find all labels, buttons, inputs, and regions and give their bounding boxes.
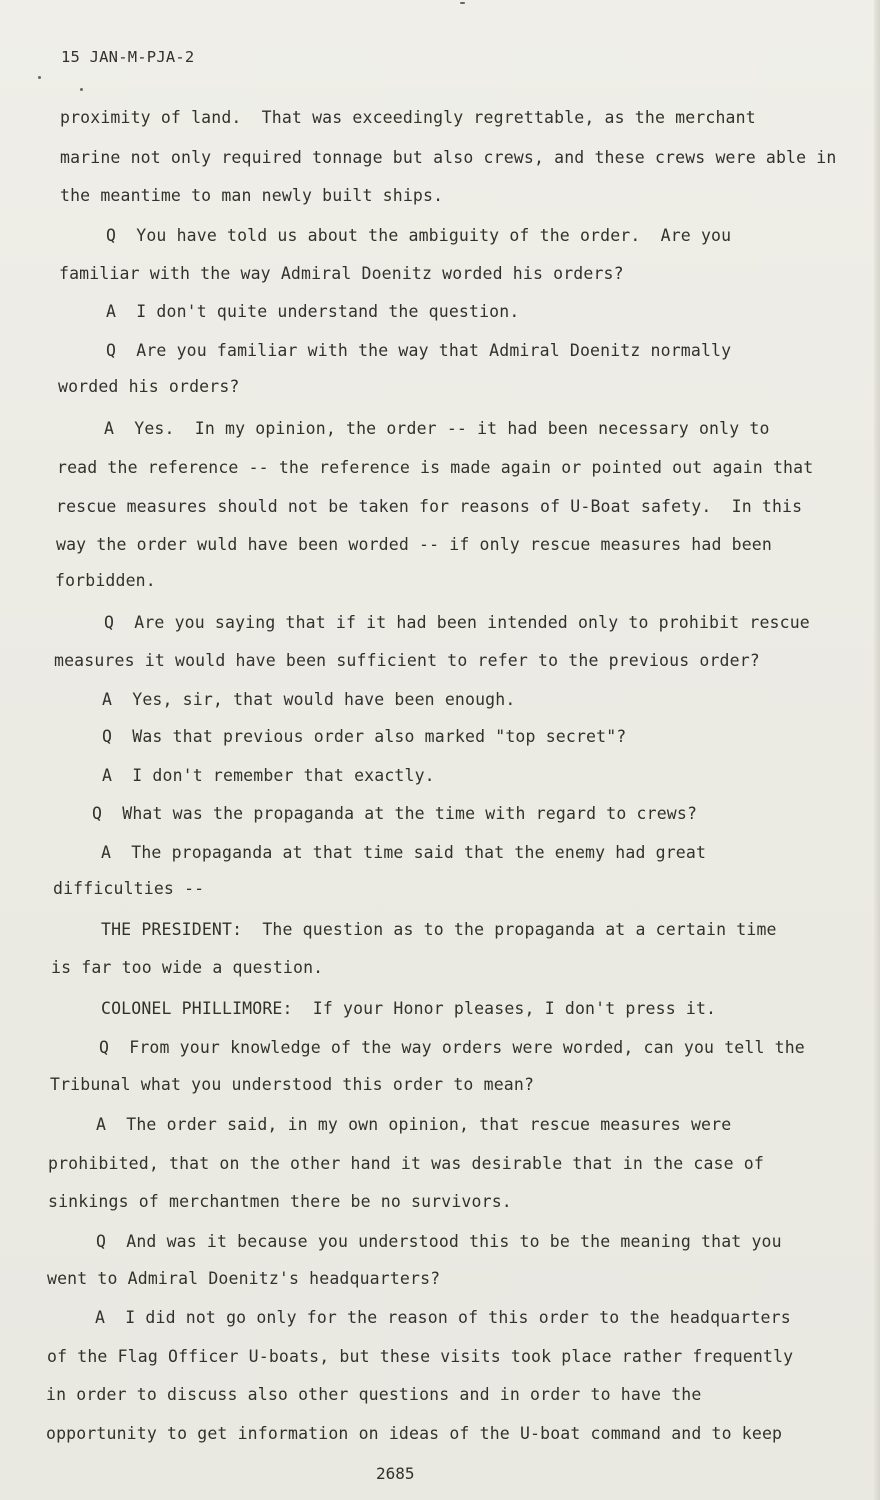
text-line: prohibited, that on the other hand it was desirable that in the case of xyxy=(48,1154,764,1173)
text-line: sinkings of merchantmen there be no survivors. xyxy=(48,1192,512,1211)
text-line: difficulties -- xyxy=(53,879,205,898)
ink-speck xyxy=(38,76,41,79)
text-line: Q Are you familiar with the way that Admiral Doenitz normally xyxy=(106,341,732,360)
text-line: measures it would have been sufficient to refer to the previous order? xyxy=(54,651,760,670)
text-line: A The propaganda at that time said that the enemy had great xyxy=(101,843,707,862)
text-line: Q Was that previous order also marked "top secret"? xyxy=(102,727,627,746)
text-line: is far too wide a question. xyxy=(51,958,324,977)
text-line: went to Admiral Doenitz's headquarters? xyxy=(47,1269,441,1288)
text-line: opportunity to get information on ideas of the U-boat command and to keep xyxy=(46,1424,783,1443)
text-line: A I don't quite understand the question. xyxy=(106,302,520,321)
text-line: marine not only required tonnage but also crews, and these crews were able in xyxy=(60,148,837,167)
page-number: 2685 xyxy=(376,1464,415,1483)
text-line: Q From your knowledge of the way orders were worded, can you tell the xyxy=(99,1038,805,1057)
text-line: A I don't remember that exactly. xyxy=(102,766,435,785)
document-reference: 15 JAN-M-PJA-2 xyxy=(61,48,195,66)
text-line: Q You have told us about the ambiguity of the order. Are you xyxy=(106,226,732,245)
ink-speck xyxy=(80,88,83,91)
text-line: proximity of land. That was exceedingly regrettable, as the merchant xyxy=(60,108,756,127)
text-line: way the order wuld have been worded -- if only rescue measures had been xyxy=(56,535,772,554)
text-line: A I did not go only for the reason of this order to the headquarters xyxy=(95,1308,791,1327)
text-line: of the Flag Officer U-boats, but these visits took place rather frequently xyxy=(47,1347,794,1366)
text-line: A Yes. In my opinion, the order -- it had been necessary only to xyxy=(104,419,770,438)
text-line: Tribunal what you understood this order to mean? xyxy=(50,1075,535,1094)
speaker-line: THE PRESIDENT: The question as to the propaganda at a certain time xyxy=(101,920,777,939)
text-line: familiar with the way Admiral Doenitz worded his orders? xyxy=(59,264,624,283)
text-line: A The order said, in my own opinion, that rescue measures were xyxy=(96,1115,732,1134)
text-line: A Yes, sir, that would have been enough. xyxy=(102,690,516,709)
text-line: read the reference -- the reference is made again or pointed out again that xyxy=(57,458,814,477)
page-edge xyxy=(874,0,880,1500)
text-line: in order to discuss also other questions and in order to have the xyxy=(46,1385,702,1404)
ink-speck xyxy=(460,2,465,4)
text-line: forbidden. xyxy=(55,571,156,590)
text-line: rescue measures should not be taken for reasons of U-Boat safety. In this xyxy=(56,497,803,516)
text-line: Q What was the propaganda at the time with regard to crews? xyxy=(92,804,698,823)
text-line: the meantime to man newly built ships. xyxy=(60,186,444,205)
text-line: Q Are you saying that if it had been intended only to prohibit rescue xyxy=(104,613,810,632)
text-line: Q And was it because you understood this to be the meaning that you xyxy=(96,1232,782,1251)
text-line: worded his orders? xyxy=(58,377,240,396)
speaker-line: COLONEL PHILLIMORE: If your Honor pleases, I don't press it. xyxy=(101,999,717,1018)
